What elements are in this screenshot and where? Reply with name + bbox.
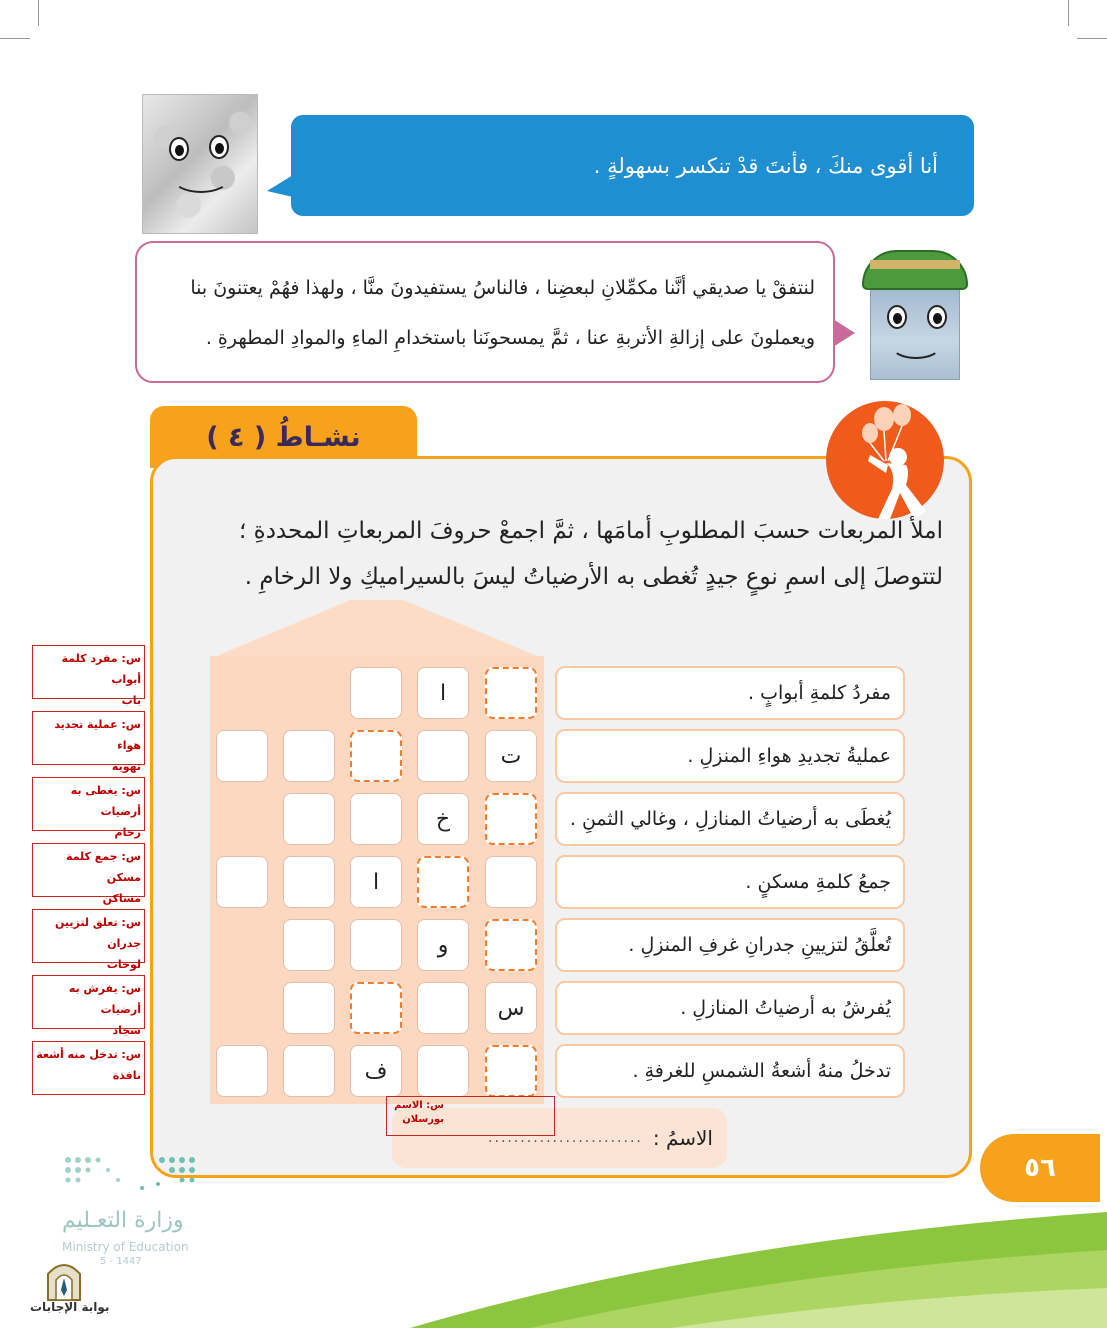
note-question: س: الاسم bbox=[394, 1100, 444, 1111]
instruction-line: لتتوصلَ إلى اسمِ نوعٍ جيدٍ تُغطى به الأرضياتُ ليسَ بالسيراميكِ ولا الرخامِ . bbox=[244, 564, 943, 590]
edition-year: 5 - 1447 bbox=[100, 1256, 142, 1267]
note-answer: رخام bbox=[114, 826, 141, 839]
answer-note bbox=[32, 645, 145, 707]
green-hat-icon bbox=[862, 250, 968, 290]
note-question: س: يفرش به أرضيات bbox=[68, 982, 141, 1016]
eye-icon bbox=[209, 135, 229, 159]
crop-mark bbox=[1068, 0, 1069, 26]
portal-name: بوابة الإجابات bbox=[30, 1300, 110, 1314]
answer-square[interactable] bbox=[485, 730, 537, 782]
note-answer: مساكن bbox=[102, 892, 141, 905]
answer-square[interactable] bbox=[350, 919, 402, 971]
name-label: الاسمُ : bbox=[652, 1126, 713, 1150]
clue-text: تدخلُ منهُ أشعةُ الشمسِ للغرفةِ . bbox=[632, 1060, 891, 1082]
clue-box bbox=[555, 666, 905, 720]
note-question: س: جمع كلمة مسكن bbox=[66, 850, 141, 884]
balloon-child-graphic bbox=[826, 401, 944, 519]
page-number-text: ٥٦ bbox=[1024, 1153, 1056, 1183]
clue-box bbox=[555, 729, 905, 783]
note-question: س: عملية تجديد هواء bbox=[54, 718, 141, 752]
clue-text: مفردُ كلمةِ أبوابٍ . bbox=[748, 682, 891, 704]
jar-character bbox=[860, 250, 970, 382]
crop-mark bbox=[1077, 38, 1107, 39]
clue-text: عمليةُ تجديدِ هواءِ المنزلِ . bbox=[687, 745, 891, 767]
clue-box bbox=[555, 981, 905, 1035]
answer-square-marked[interactable] bbox=[350, 982, 402, 1034]
note-answer: بورسلان bbox=[402, 1114, 444, 1125]
clue-box bbox=[555, 792, 905, 846]
answer-square[interactable] bbox=[283, 982, 335, 1034]
name-dots: ........................ bbox=[488, 1130, 643, 1146]
balloon-child-icon bbox=[826, 401, 944, 519]
jar-speech-line: ويعملونَ على إزالةِ الأتربةِ عنا ، ثمَّ يمسحونَنا باستخدامِ الماءِ والموادِ المطهرةِ . bbox=[205, 327, 815, 349]
answer-square[interactable] bbox=[417, 793, 469, 845]
answer-square[interactable] bbox=[350, 667, 402, 719]
given-letter: ف bbox=[364, 1058, 388, 1084]
answer-square[interactable] bbox=[216, 730, 268, 782]
answer-square[interactable] bbox=[283, 1045, 335, 1097]
answer-square[interactable] bbox=[417, 667, 469, 719]
answer-square[interactable] bbox=[350, 1045, 402, 1097]
clue-text: يُفرشُ به أرضياتُ المنازلِ . bbox=[680, 997, 891, 1019]
clue-box bbox=[555, 855, 905, 909]
stone-speech-text: أنا أقوى منكَ ، فأنتَ قدْ تنكسر بسهولةٍ . bbox=[593, 153, 938, 178]
ministry-name-arabic: وزارة التعـليم bbox=[62, 1208, 184, 1233]
jar-body bbox=[870, 284, 960, 380]
jar-speech-bubble bbox=[135, 241, 835, 383]
answer-square[interactable] bbox=[216, 1045, 268, 1097]
answer-square[interactable] bbox=[350, 793, 402, 845]
given-letter: ا bbox=[439, 680, 447, 706]
answer-square[interactable] bbox=[417, 1045, 469, 1097]
answer-square[interactable] bbox=[485, 982, 537, 1034]
clue-text: جمعُ كلمةِ مسكنٍ . bbox=[745, 871, 891, 893]
answer-note-name bbox=[386, 1096, 555, 1136]
answer-note bbox=[32, 909, 145, 971]
portal-gate-icon bbox=[44, 1256, 84, 1300]
note-answer: لوحات bbox=[106, 958, 141, 971]
smile-icon bbox=[173, 165, 229, 193]
answer-square-marked[interactable] bbox=[417, 856, 469, 908]
page-number bbox=[980, 1134, 1100, 1202]
answer-square[interactable] bbox=[417, 982, 469, 1034]
answer-square[interactable] bbox=[417, 919, 469, 971]
eye-icon bbox=[887, 305, 907, 329]
jar-speech-line: لنتفقْ يا صديقي أنَّنا مكمِّلانِ لبعضِنا ، فالناسُ يستفيدونَ منَّا ، ولهذا فهُمْ يعتنونَ بنا bbox=[190, 277, 815, 299]
answer-square[interactable] bbox=[216, 856, 268, 908]
stone-character bbox=[142, 94, 258, 234]
activity-instructions bbox=[175, 508, 943, 600]
clue-text: تُعلَّقُ لتزيينِ جدرانِ غرفِ المنزلِ . bbox=[628, 934, 891, 956]
answer-square[interactable] bbox=[350, 856, 402, 908]
note-question: س: يغطى به أرضيات bbox=[70, 784, 141, 818]
answer-square[interactable] bbox=[485, 856, 537, 908]
answer-square-marked[interactable] bbox=[485, 919, 537, 971]
answer-square-marked[interactable] bbox=[485, 1045, 537, 1097]
clue-box bbox=[555, 1044, 905, 1098]
stone-speech-bubble bbox=[291, 115, 974, 216]
ministry-name-english: Ministry of Education bbox=[62, 1240, 189, 1254]
answer-note bbox=[32, 1041, 145, 1095]
eye-icon bbox=[169, 137, 189, 161]
answer-square[interactable] bbox=[283, 856, 335, 908]
note-answer: تهوية bbox=[111, 760, 141, 773]
note-answer: باب bbox=[121, 694, 141, 707]
answer-square[interactable] bbox=[283, 730, 335, 782]
given-letter: ا bbox=[372, 869, 380, 895]
instruction-line: املأ المربعات حسبَ المطلوبِ أمامَها ، ثمَّ اجمعْ حروفَ المربعاتِ المحددةِ ؛ bbox=[239, 518, 943, 544]
clue-box bbox=[555, 918, 905, 972]
answer-square[interactable] bbox=[283, 793, 335, 845]
smile-icon bbox=[891, 333, 941, 359]
answer-note bbox=[32, 975, 145, 1037]
given-letter: س bbox=[497, 995, 525, 1021]
crop-mark bbox=[38, 0, 39, 26]
answer-square-marked[interactable] bbox=[350, 730, 402, 782]
given-letter: خ bbox=[435, 806, 451, 832]
note-question: س: تعلق لتزيين جدران bbox=[55, 916, 141, 950]
answer-square-marked[interactable] bbox=[485, 667, 537, 719]
note-answer: نافذة bbox=[112, 1069, 141, 1082]
eye-icon bbox=[927, 305, 947, 329]
answer-note bbox=[32, 843, 145, 905]
ministry-dots-logo-icon bbox=[62, 1154, 198, 1198]
answer-note bbox=[32, 777, 145, 839]
note-answer: سجاد bbox=[112, 1024, 141, 1037]
given-letter: ت bbox=[500, 743, 522, 769]
green-swoosh-decoration bbox=[410, 1200, 1107, 1328]
answer-note bbox=[32, 711, 145, 773]
clue-text: يُغطَى به أرضياتُ المنازلِ ، وغالي الثمنِ . bbox=[569, 808, 891, 830]
answer-square-marked[interactable] bbox=[485, 793, 537, 845]
note-question: س: مفرد كلمة أبواب bbox=[61, 652, 141, 686]
answer-square[interactable] bbox=[283, 919, 335, 971]
note-question: س: تدخل منه أشعة bbox=[36, 1048, 141, 1061]
activity-title: نشـاطُ ( ٤ ) bbox=[206, 421, 361, 453]
given-letter: و bbox=[437, 932, 449, 958]
answer-square[interactable] bbox=[417, 730, 469, 782]
crop-mark bbox=[0, 38, 30, 39]
